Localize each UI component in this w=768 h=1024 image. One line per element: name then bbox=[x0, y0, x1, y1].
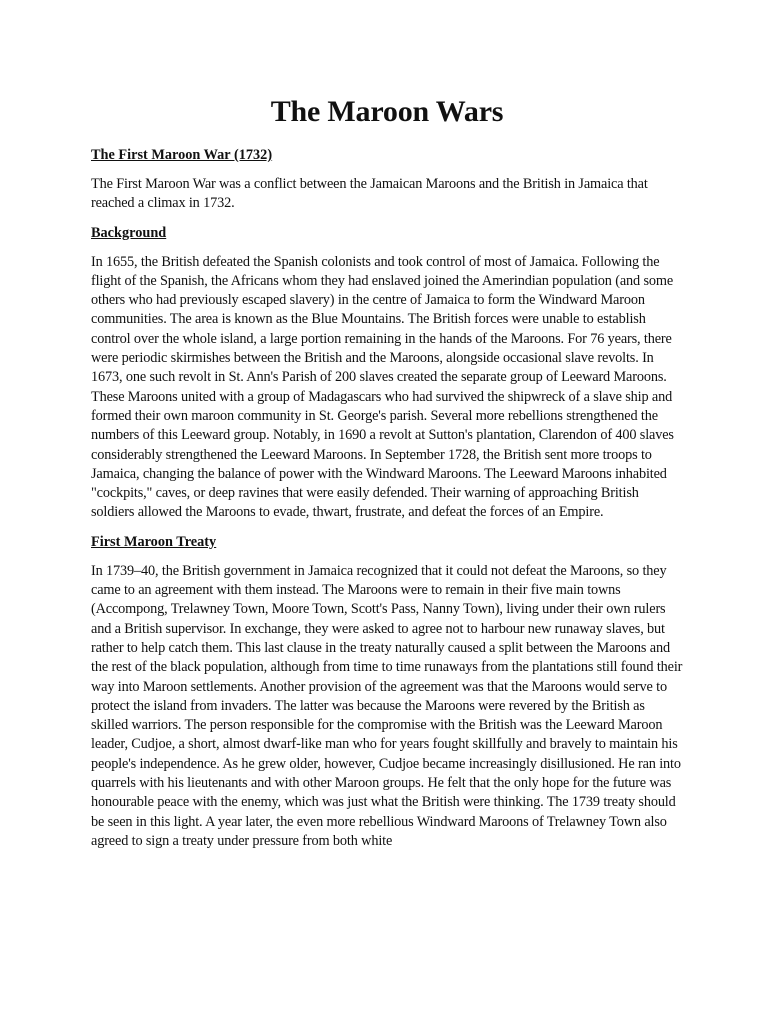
document-title: The Maroon Wars bbox=[270, 95, 504, 128]
section-heading-background: Background bbox=[91, 224, 167, 241]
document-body bbox=[91, 92, 683, 861]
section-heading-first-maroon-treaty: First Maroon Treaty bbox=[91, 533, 217, 550]
section-heading-first-maroon-war: The First Maroon War (1732) bbox=[91, 147, 273, 163]
section-paragraph-background: In 1655, the British defeated the Spanish colonists and took control of most of Jamaica. Following the flight of the Spanish, the Africans whom they had enslaved joined the Amerindian population (and some others who had previously escaped slavery) in the centre of Jamaica to form the Windward Maroon communities. The area is known as the Blue Mountains. The British forces were unable to establish control over the whole island, a large portion remaining in the hands of the Maroons. For 76 years, there were periodic skirmishes between the British and the Maroons, alongside occasional slave revolts. In 1673, one such revolt in St. Ann's Parish of 200 slaves created the separate group of Leeward Maroons. These Maroons united with a group of Madagascars who had survived the shipwreck of a slave ship and formed their own maroon community in St. George's parish. Several more rebellions strengthened the numbers of this Leeward group. Notably, in 1690 a revolt at Sutton's plantation, Clarendon of 400 slaves considerably strengthened the Leeward Maroons. In September 1728, the British sent more troops to Jamaica, changing the balance of power with the Windward Maroons. The Leeward Maroons inhabited "cockpits," caves, or deep ravines that were easily defended. Their warning of approaching British soldiers allowed the Maroons to evade, thwart, frustrate, and defeat the forces of an Empire. bbox=[91, 253, 674, 521]
section-paragraph-first-maroon-war: The First Maroon War was a conflict between the Jamaican Maroons and the British in Jamaica that reached a climax in 1732. bbox=[91, 176, 648, 212]
section-paragraph-first-maroon-treaty: In 1739–40, the British government in Jamaica recognized that it could not defeat the Maroons, so they came to an agreement with them instead. The Maroons were to remain in their five main towns (Accompong, Trelawney Town, Moore Town, Scott's Pass, Nanny Town), living under their own rulers and a British supervisor. In exchange, they were asked to agree not to harbour new runaway slaves, but rather to help catch them. This last clause in the treaty naturally caused a split between the Maroons and the rest of the black population, although from time to time runaways from the plantations still found their way into Maroon settlements. Another provision of the agreement was that the Maroons would serve to protect the island from invaders. The latter was because the Maroons were revered by the British as skilled warriors. The person responsible for the compromise with the British was the Leeward Maroon leader, Cudjoe, a short, almost dwarf-like man who for years fought skillfully and bravely to maintain his people's independence. As he grew older, however, Cudjoe became increasingly disillusioned. He ran into quarrels with his lieutenants and with other Maroon groups. He felt that the only hope for the future was honourable peace with the enemy, which was just what the British were thinking. The 1739 treaty should be seen in this light. A year later, the even more rebellious Windward Maroons of Trelawney Town also agreed to sign a treaty under pressure from both white bbox=[91, 562, 683, 849]
